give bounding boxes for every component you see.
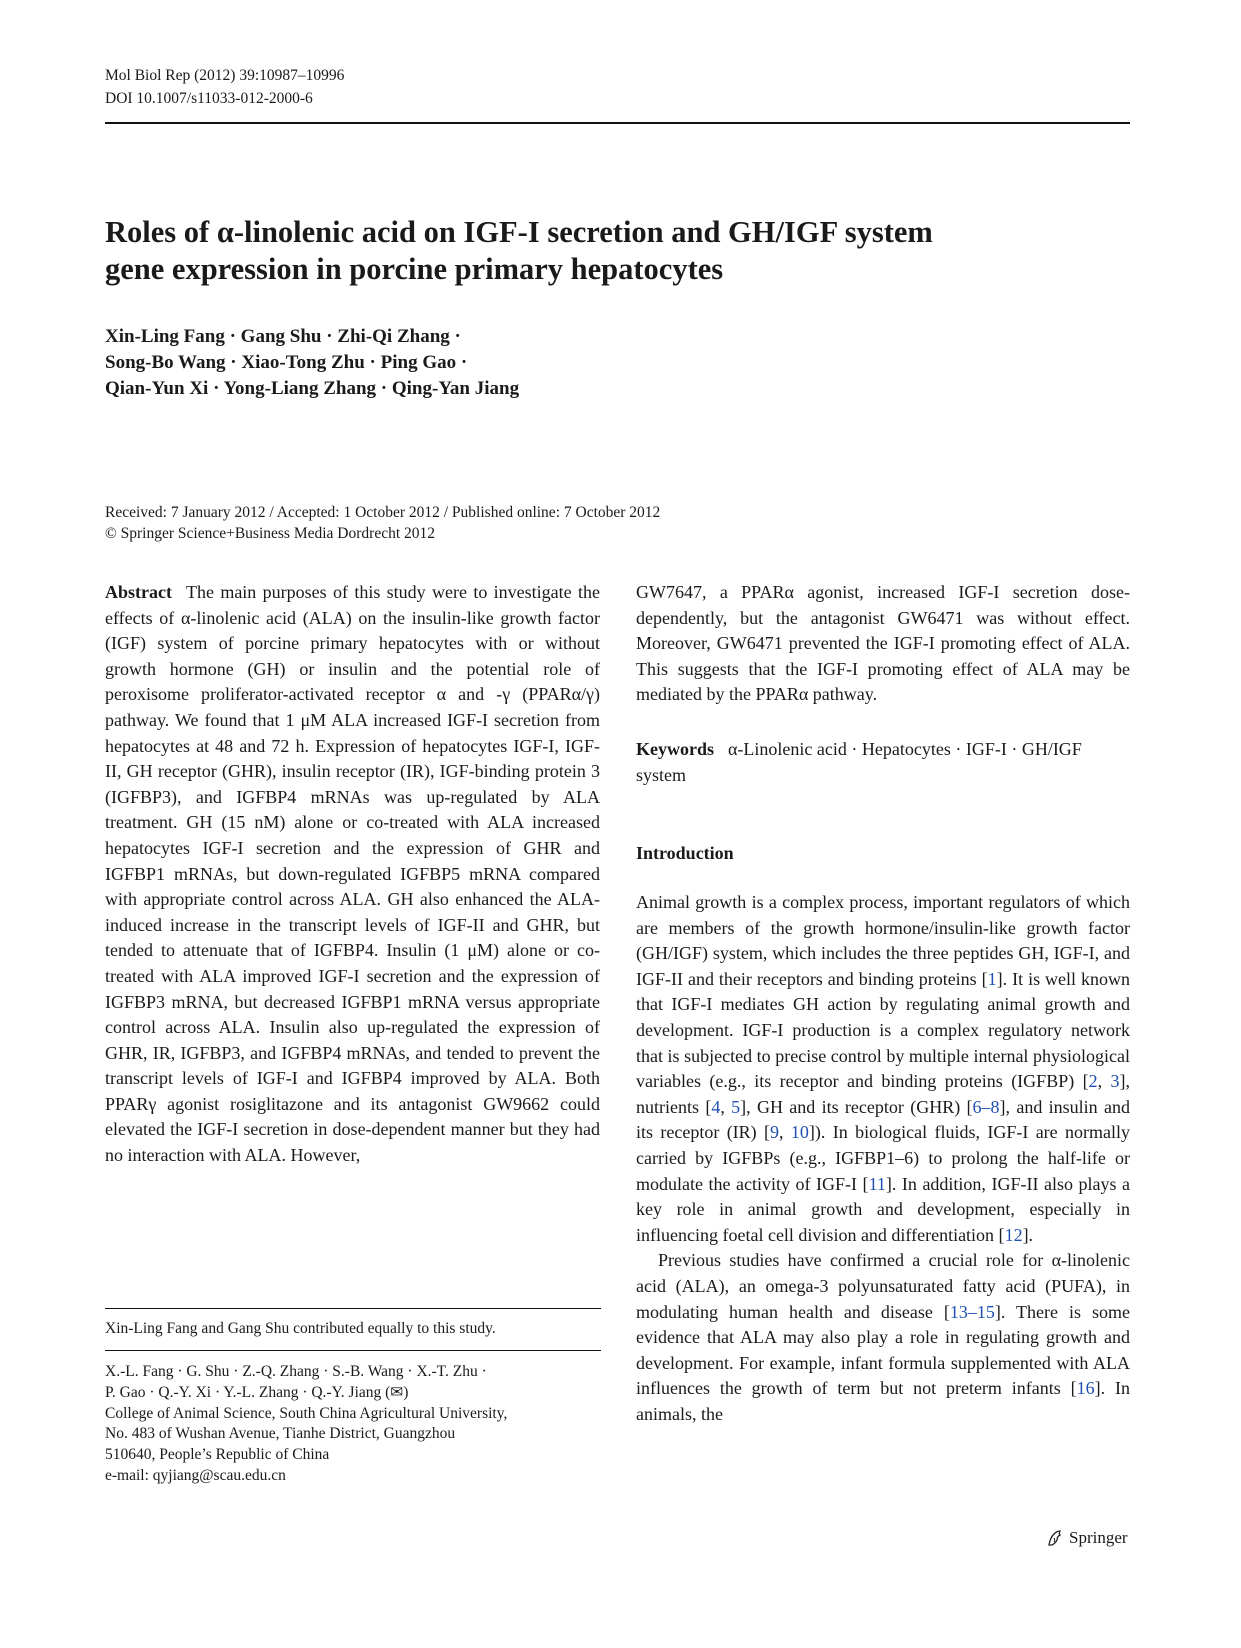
citation-link[interactable]: 1 — [987, 968, 997, 989]
abstract-continued — [636, 580, 1130, 708]
abstract-section — [105, 580, 600, 1169]
citation-link[interactable]: 4 — [711, 1096, 721, 1117]
abstract-continued-text: GW7647, a PPARα agonist, increased IGF-I secretion dose-dependently, but the antagonist GW6471 was without effect. Moreover, GW6471 prevented the IGF-I promoting effect of ALA. This suggests that the IGF-I promoting effect of ALA may be mediated by the PPARα pathway. — [636, 582, 1130, 705]
springer-horse-icon — [1045, 1528, 1065, 1548]
journal-citation: Mol Biol Rep (2012) 39:10987–10996 — [105, 67, 345, 84]
header-rule — [105, 122, 1130, 124]
citation-link[interactable]: 6–8 — [972, 1096, 1000, 1117]
citation-link[interactable]: 12 — [1004, 1224, 1023, 1245]
citation-link[interactable]: 16 — [1076, 1378, 1095, 1399]
keywords-section — [636, 737, 1130, 788]
affiliation-block: X.-L. Fang · G. Shu · Z.-Q. Zhang · S.-B. Wang · X.-T. Zhu · P. Gao · Q.-Y. Xi · Y.-L. Zhang · Q.-Y. Jiang (✉) College of Animal Science, South China Agricultural University, No. 483 of Wushan Avenue, Tianhe District, Guangzhou 510640, People’s Republic of China e-mail: qyjiang@scau.edu.cn — [105, 1362, 605, 1487]
introduction-body — [636, 890, 1130, 1427]
citation-link[interactable]: 3 — [1110, 1071, 1120, 1092]
title-line-1: Roles of α-linolenic acid on IGF-I secretion and GH/IGF system — [105, 215, 933, 249]
doi: DOI 10.1007/s11033-012-2000-6 — [105, 90, 313, 107]
citation-link[interactable]: 5 — [731, 1096, 741, 1117]
journal-header — [105, 64, 344, 110]
citation-link[interactable]: 11 — [868, 1173, 886, 1194]
publisher-name: Springer — [1069, 1528, 1128, 1547]
intro-paragraph-2: Previous studies have confirmed a crucial role for α-linolenic acid (ALA), an omega-3 polyunsaturated fatty acid (PUFA), in modulating human health and disease [13–15]. There is some evidence that ALA may also play a role in regulating growth and development. For example, infant formula supplemented with ALA influences the growth of term but not preterm infants [16]. In animals, the — [636, 1250, 1130, 1424]
contact-email[interactable]: e-mail: qyjiang@scau.edu.cn — [105, 1466, 286, 1484]
copyright-line: © Springer Science+Business Media Dordrecht 2012 — [105, 525, 436, 542]
intro-paragraph-1: Animal growth is a complex process, important regulators of which are members of the growth hormone/insulin-like growth factor (GH/IGF) system, which includes the three peptides GH, IGF-I, and IGF-II and their receptors and binding proteins [1]. It is well known that IGF-I mediates GH action by regulating animal growth and development. IGF-I production is a complex regulatory network that is subjected to precise control by multiple internal physiological variables (e.g., its receptor and binding proteins (IGFBP) [2, 3], nutrients [4, 5], GH and its receptor (GHR) [6–8], and insulin and its receptor (IR) [9, 10]). In biological fluids, IGF-I are normally carried by IGFBPs (e.g., IGFBP1–6) to prolong the half-life or modulate the activity of IGF-I [11]. In addition, IGF-II also plays a key role in animal growth and development, especially in influencing foetal cell division and differentiation [12]. — [636, 892, 1131, 1245]
authors-line-1: Xin-Ling Fang · Gang Shu · Zhi-Qi Zhang · — [105, 326, 461, 347]
introduction-heading: Introduction — [636, 843, 734, 863]
citation-link[interactable]: 10 — [790, 1122, 809, 1143]
title-line-2: gene expression in porcine primary hepatocytes — [105, 252, 724, 286]
authors-line-3: Qian-Yun Xi · Yong-Liang Zhang · Qing-Yan Jiang — [105, 378, 520, 399]
citation-link[interactable]: 13–15 — [949, 1301, 995, 1322]
keywords-label: Keywords — [636, 739, 714, 759]
author-list — [105, 324, 805, 402]
abstract-label: Abstract — [105, 582, 172, 602]
dates-line: Received: 7 January 2012 / Accepted: 1 October 2012 / Published online: 7 October 2012 — [105, 504, 661, 521]
citation-link[interactable]: 9 — [770, 1122, 780, 1143]
equal-contribution-note: Xin-Ling Fang and Gang Shu contributed equally to this study. — [105, 1320, 496, 1337]
publisher-logo — [1045, 1528, 1128, 1548]
abstract-text: The main purposes of this study were to investigate the effects of α-linolenic acid (ALA) on the insulin-like growth factor (IGF) system of porcine primary hepatocytes with or without growth hormone (GH) or insulin and the potential role of peroxisome proliferator-activated receptor α and -γ (PPARα/γ) pathway. We found that 1 μM ALA increased IGF-I secretion from hepatocytes at 48 and 72 h. Expression of hepatocytes IGF-I, IGF-II, GH receptor (GHR), insulin receptor (IR), IGF-binding protein 3 (IGFBP3), and IGFBP4 mRNAs was up-regulated by ALA treatment. GH (15 nM) alone or co-treated with ALA increased hepatocytes IGF-I secretion and the expression of GHR and IGFBP1 mRNAs, but down-regulated IGFBP5 mRNA compared with appropriate control across ALA. GH also enhanced the ALA-induced increase in the transcript levels of IGF-II and GHR, but tended to attenuate that of IGFBP4. Insulin (1 μM) alone or co-treated with ALA improved IGF-I secretion and the expression of IGFBP3 mRNA, but decreased IGFBP1 mRNA versus appropriate control across ALA. Insulin also up-regulated the expression of GHR, IR, IGFBP3, and IGFBP4 mRNAs, and tended to prevent the transcript levels of IGF-I and IGFBP4 improved by ALA. Both PPARγ agonist rosiglitazone and its antagonist GW9662 could elevated the IGF-I secretion in dose-dependent manner but they had no interaction with ALA. However, — [105, 582, 600, 1166]
keywords-text: α-Linolenic acid · Hepatocytes · IGF-I · GH/IGF system — [636, 739, 1082, 785]
affiliation-rule — [105, 1350, 601, 1351]
authors-line-2: Song-Bo Wang · Xiao-Tong Zhu · Ping Gao · — [105, 352, 468, 373]
footnote-rule — [105, 1308, 601, 1309]
citation-link[interactable]: 2 — [1088, 1071, 1098, 1092]
article-title — [105, 214, 1135, 288]
publication-dates — [105, 502, 1105, 544]
